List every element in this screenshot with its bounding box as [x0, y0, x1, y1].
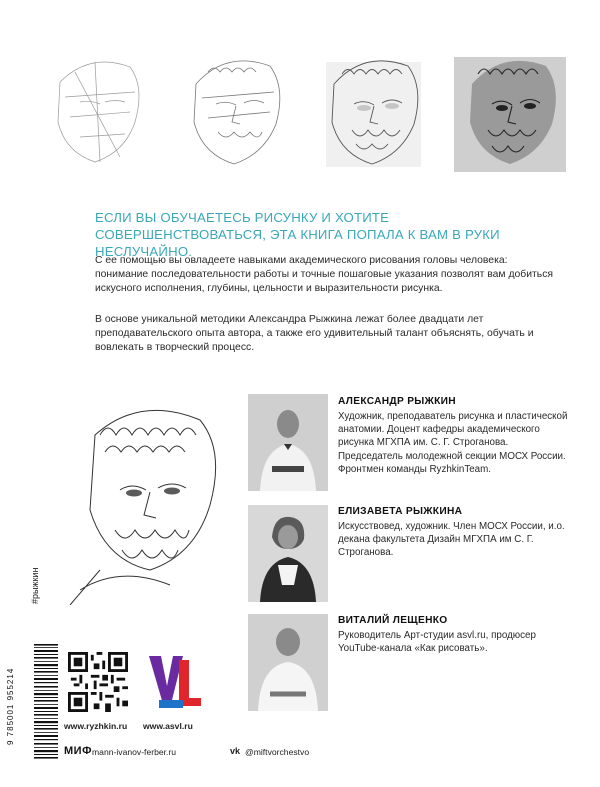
author-bio-elizaveta: Искусствовед, художник. Член МОСХ России, и.о. декана факультета Дизайн МГХПА им С. Г. Строганова.	[338, 521, 565, 559]
portrait-vitaly	[248, 614, 328, 711]
author-bio-vitaly: Руководитель Арт-студии asvl.ru, продюсер YouTube-канала «Как рисовать».	[338, 630, 536, 655]
hashtag-label: #рыжкин	[30, 567, 40, 604]
publisher-site[interactable]: mann-ivanov-ferber.ru	[92, 747, 177, 757]
lead-text: ЕСЛИ ВЫ ОБУЧАЕТЕСЬ РИСУНКУ И ХОТИТЕ СОВЕРШЕНСТВОВАТЬСЯ, ЭТА КНИГА ПОПАЛА К ВАМ В РУКИ НЕСЛУЧАЙНО.	[95, 210, 500, 259]
sketch-stage-1-image	[40, 42, 152, 172]
author-name-vitaly: ВИТАЛИЙ ЛЕЩЕНКО	[338, 615, 448, 626]
author-bio-alexander: Художник, преподаватель рисунка и пластической анатомии. Доцент кафедры академического рисунка МГХПА им. С. Г. Строганова. Председатель молодежной секции МОСХ России. Фронтмен команды RyzhkinTeam.	[338, 411, 568, 475]
description-paragraph-1: С ее помощью вы овладеете навыками академического рисования головы человека: понимание последовательности работы и точные пошаговые указания позволят вам добиться искусного исполнения, глубины, цельности и выразительности рисунка.	[95, 255, 554, 294]
site-link-ryzhkin[interactable]: www.ryzhkin.ru	[64, 721, 128, 731]
description-paragraph-2: В основе уникальной методики Александра Рыжкина лежат более двадцати лет преподавательского опыта автора, а также его удивительный талант объяснять, обучать и вовлекать в творческий процесс.	[95, 314, 534, 353]
sketch-stage-1	[40, 42, 152, 172]
portrait-elizaveta	[248, 505, 328, 602]
vl-logo-mark	[143, 650, 205, 710]
portrait-alexander	[248, 394, 328, 491]
author-photo-vitaly	[248, 614, 328, 711]
sketch-stage-4	[454, 42, 566, 172]
asvl-logo	[143, 650, 205, 710]
publisher-logo: МИФ	[64, 745, 92, 757]
author-name-elizaveta: ЕЛИЗАВЕТА РЫЖКИНА	[338, 506, 463, 517]
sketch-stage-2	[178, 42, 290, 172]
isbn-barcode	[20, 642, 58, 762]
sketch-stage-3	[316, 42, 428, 172]
head-sketch-illustration	[60, 390, 230, 605]
barcode-bars	[20, 642, 58, 762]
social-handle[interactable]: @miftvorchestvo	[245, 747, 310, 757]
sketch-stage-3-image	[316, 42, 428, 172]
site-link-asvl[interactable]: www.asvl.ru	[143, 721, 193, 731]
author-photo-elizaveta	[248, 505, 328, 602]
author-photo-alexander	[248, 394, 328, 491]
qr-code-image	[68, 652, 128, 712]
sketch-stage-4-image	[454, 42, 566, 172]
author-name-alexander: АЛЕКСАНДР РЫЖКИН	[338, 396, 456, 407]
qr-code[interactable]	[68, 652, 128, 712]
vk-icon[interactable]: vk	[230, 746, 241, 756]
sketch-stage-2-image	[178, 42, 290, 172]
barcode-number: 9 785001 955214	[6, 667, 15, 745]
